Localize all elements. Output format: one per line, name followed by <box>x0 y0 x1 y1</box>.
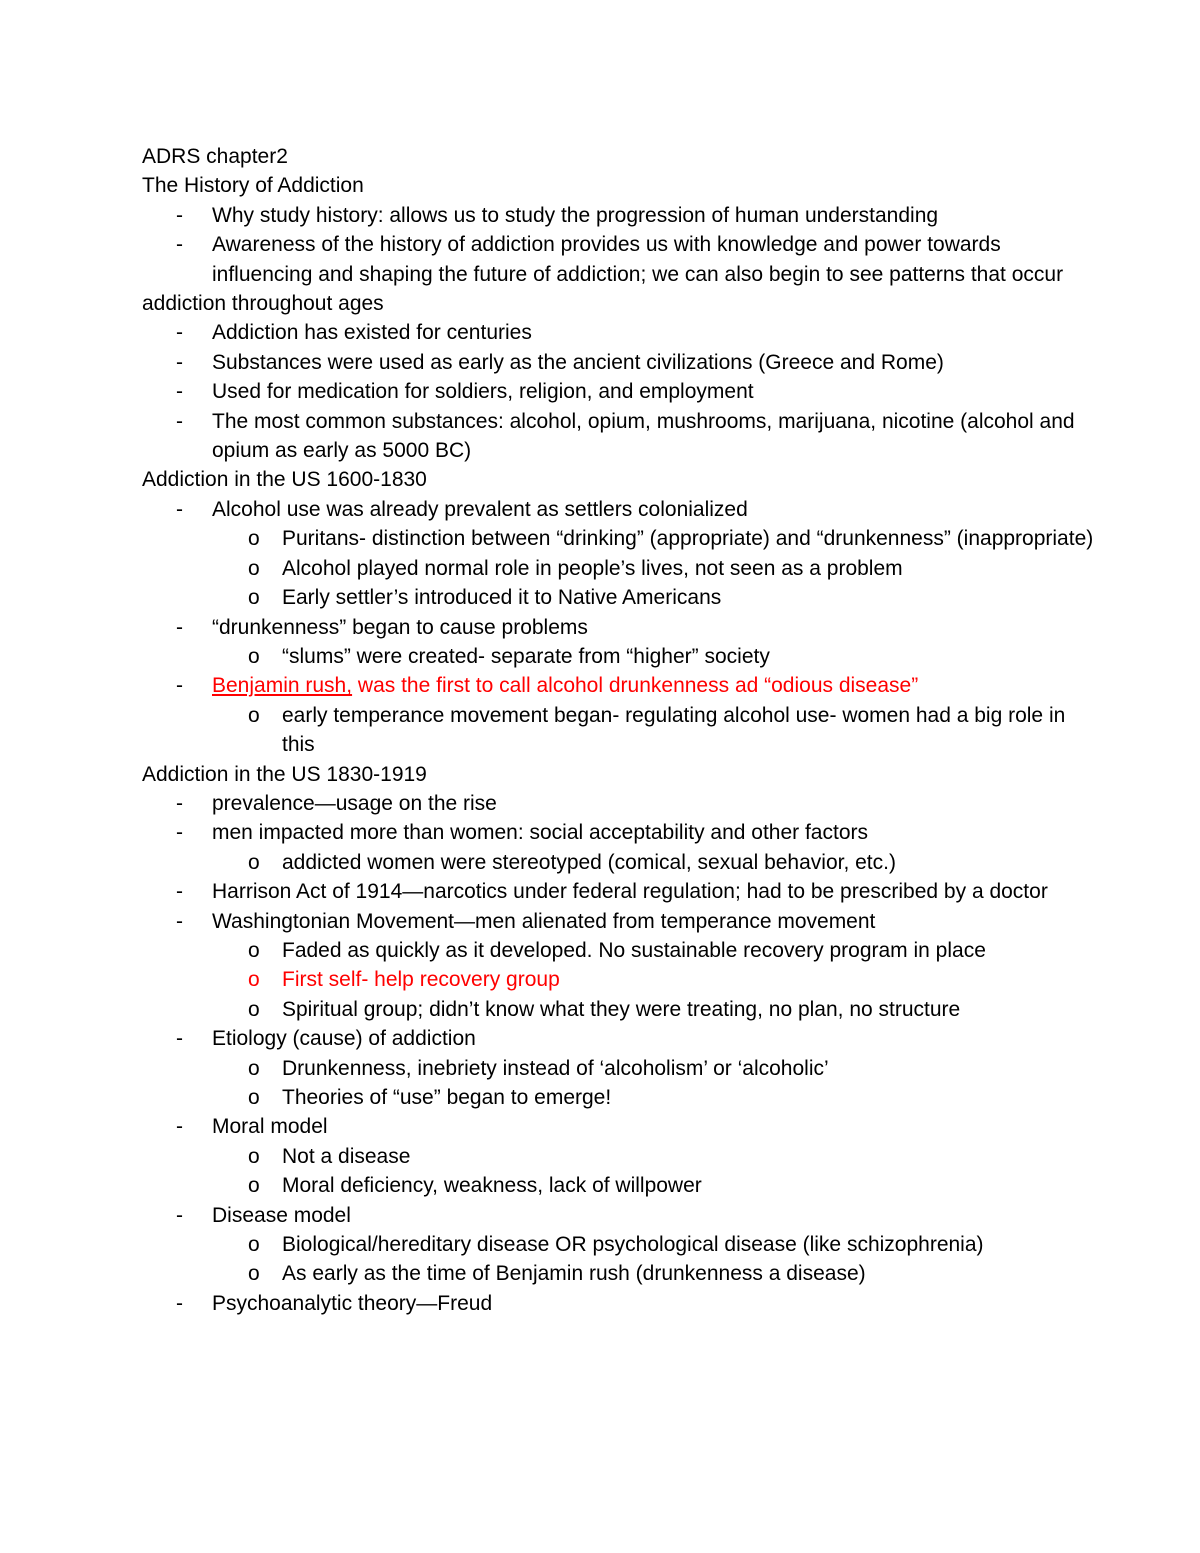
sub-list-item: o Faded as quickly as it developed. No sustainable recovery program in place <box>142 936 1102 965</box>
list-item: - “drunkenness” began to cause problems <box>142 613 1102 642</box>
list-item: - Psychoanalytic theory—Freud <box>142 1289 1102 1318</box>
dash-bullet: - <box>176 321 183 345</box>
dash-bullet: - <box>176 1203 183 1227</box>
circle-bullet: o <box>248 1056 260 1080</box>
list-item: - Used for medication for soldiers, religion, and employment <box>142 377 1102 406</box>
list-item: - Alcohol use was already prevalent as settlers colonialized <box>142 495 1102 524</box>
dash-bullet: - <box>176 497 183 521</box>
dash-bullet: - <box>176 791 183 815</box>
circle-bullet: o <box>248 556 260 580</box>
dash-bullet: - <box>176 674 183 698</box>
dash-bullet: - <box>176 233 183 257</box>
circle-bullet: o <box>248 527 260 551</box>
circle-bullet: o <box>248 997 260 1021</box>
dash-bullet: - <box>176 615 183 639</box>
sub-list-item: o Biological/hereditary disease OR psychological disease (like schizophrenia) <box>142 1230 1102 1259</box>
dash-bullet: - <box>176 1027 183 1051</box>
circle-bullet: o <box>248 1233 260 1257</box>
circle-bullet: o <box>248 586 260 610</box>
dash-bullet: - <box>176 409 183 433</box>
circle-bullet: o <box>248 1174 260 1198</box>
sub-list-item: o Alcohol played normal role in people’s lives, not seen as a problem <box>142 554 1102 583</box>
circle-bullet: o <box>248 968 260 992</box>
sub-list-item: o addicted women were stereotyped (comical, sexual behavior, etc.) <box>142 848 1102 877</box>
sub-list-item: o Drunkenness, inebriety instead of ‘alcoholism’ or ‘alcoholic’ <box>142 1054 1102 1083</box>
section-heading: addiction throughout ages <box>142 292 384 316</box>
list-item: - men impacted more than women: social acceptability and other factors <box>142 818 1102 847</box>
circle-bullet: o <box>248 703 260 727</box>
list-item: - Why study history: allows us to study the progression of human understanding <box>142 201 1102 230</box>
dash-bullet: - <box>176 1291 183 1315</box>
circle-bullet: o <box>248 938 260 962</box>
sub-list-item: o Not a disease <box>142 1142 1102 1171</box>
sub-list-item: o Spiritual group; didn’t know what they were treating, no plan, no structure <box>142 995 1102 1024</box>
list-item: - Substances were used as early as the ancient civilizations (Greece and Rome) <box>142 348 1102 377</box>
list-item: - Disease model <box>142 1201 1102 1230</box>
dash-bullet: - <box>176 380 183 404</box>
dash-bullet: - <box>176 203 183 227</box>
circle-bullet: o <box>248 1262 260 1286</box>
list-item: - Addiction has existed for centuries <box>142 318 1102 347</box>
section-heading: Addiction in the US 1600-1830 <box>142 468 427 492</box>
list-item: - Etiology (cause) of addiction <box>142 1024 1102 1053</box>
sub-list-item: o early temperance movement began- regulating alcohol use- women had a big role in this <box>142 701 1102 760</box>
circle-bullet: o <box>248 644 260 668</box>
underlined-name: Benjamin rush, <box>212 674 353 698</box>
sub-list-item: o Puritans- distinction between “drinking” (appropriate) and “drunkenness” (inappropriate) <box>142 524 1102 553</box>
list-item: - Moral model <box>142 1112 1102 1141</box>
sub-list-item: o Theories of “use” began to emerge! <box>142 1083 1102 1112</box>
section-heading: The History of Addiction <box>142 174 364 198</box>
document-body <box>142 142 1102 1318</box>
list-item: - prevalence—usage on the rise <box>142 789 1102 818</box>
sub-list-item: o As early as the time of Benjamin rush (drunkenness a disease) <box>142 1259 1102 1288</box>
sub-list-item: o Early settler’s introduced it to Native Americans <box>142 583 1102 612</box>
highlighted-text: Benjamin rush, was the first to call alcohol drunkenness ad “odious disease” <box>212 674 919 698</box>
list-item: - Awareness of the history of addiction provides us with knowledge and power towards influencing and shaping the future of addiction; we can also begin to see patterns that occur <box>142 230 1102 289</box>
document-title: ADRS chapter2 <box>142 145 288 168</box>
circle-bullet: o <box>248 850 260 874</box>
section-heading: Addiction in the US 1830-1919 <box>142 762 427 786</box>
list-item: - The most common substances: alcohol, opium, mushrooms, marijuana, nicotine (alcohol and opium as early as 5000 BC) <box>142 407 1102 466</box>
sub-list-item: o “slums” were created- separate from “higher” society <box>142 642 1102 671</box>
sub-list-item: o Moral deficiency, weakness, lack of willpower <box>142 1171 1102 1200</box>
circle-bullet: o <box>248 1086 260 1109</box>
list-item: - Harrison Act of 1914—narcotics under federal regulation; had to be prescribed by a doctor <box>142 877 1102 906</box>
dash-bullet: - <box>176 821 183 845</box>
dash-bullet: - <box>176 1115 183 1139</box>
dash-bullet: - <box>176 350 183 374</box>
list-item: - Washingtonian Movement—men alienated from temperance movement <box>142 907 1102 936</box>
dash-bullet: - <box>176 909 183 933</box>
list-item-highlighted <box>142 671 1102 700</box>
dash-bullet: - <box>176 880 183 904</box>
circle-bullet: o <box>248 1144 260 1168</box>
sub-list-item-highlighted: o First self- help recovery group <box>142 965 1102 994</box>
